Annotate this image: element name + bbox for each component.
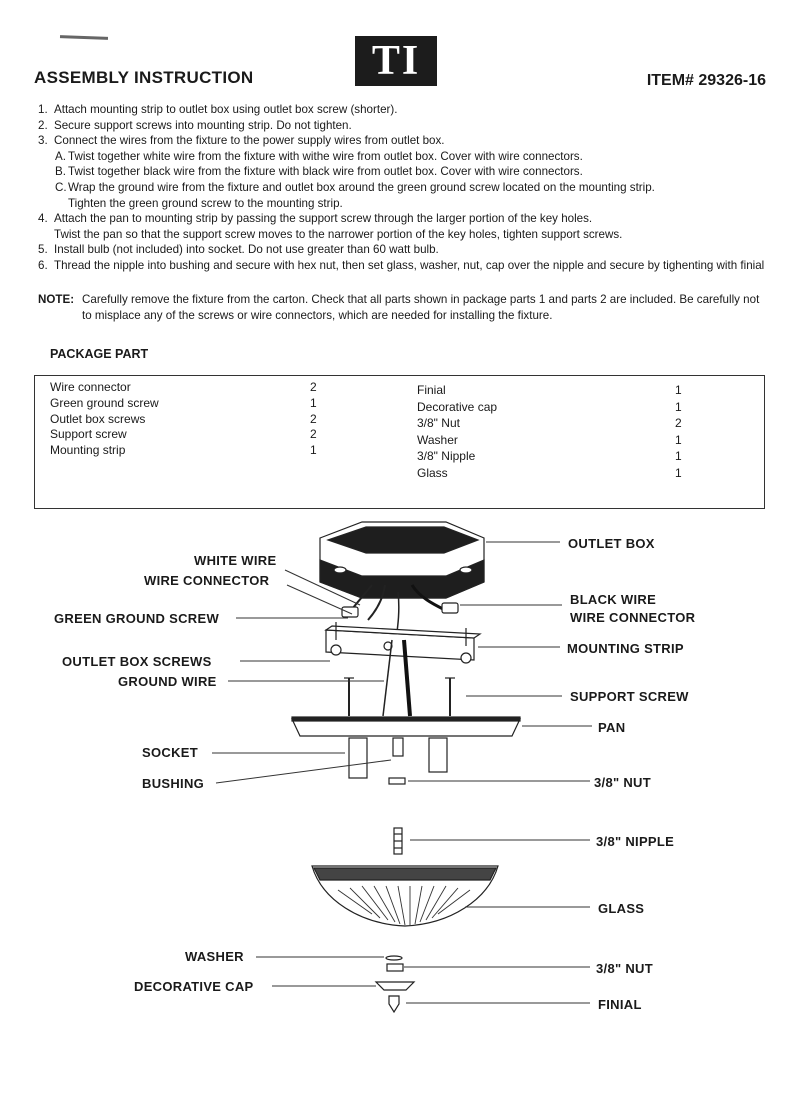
step-number: 2. (38, 118, 48, 132)
step-text: Connect the wires from the fixture to the power supply wires from outlet box. (54, 134, 445, 148)
part-qty: 1 (310, 443, 317, 458)
label-wire-connector-left: WIRE CONNECTOR (144, 573, 270, 588)
step-text: Secure support screws into mounting strip. Do not tighten. (54, 118, 352, 132)
part-name: Mounting strip (50, 443, 126, 458)
substep-letter: B. (55, 165, 66, 179)
substep-letter: A. (55, 149, 66, 163)
label-wire-connector-right: WIRE CONNECTOR (570, 610, 696, 625)
label-socket: SOCKET (142, 745, 198, 760)
part-qty: 1 (310, 395, 317, 410)
part-name: Outlet box screws (50, 411, 146, 426)
step-number: 1. (38, 103, 48, 116)
step-number: 5. (38, 243, 48, 257)
label-decorative-cap: DECORATIVE CAP (134, 979, 254, 994)
label-support-screw: SUPPORT SCREW (570, 689, 689, 704)
brand-logo: TI (355, 36, 437, 86)
label-nut-bottom: 3/8" NUT (596, 961, 653, 976)
part-qty: 1 (675, 399, 682, 414)
label-mounting-strip: MOUNTING STRIP (567, 641, 684, 656)
part-qty: 2 (310, 427, 317, 442)
note-label: NOTE: (38, 293, 75, 306)
step-3c-continued: Tighten the green ground screw to the mounting strip. (68, 196, 343, 210)
label-green-ground-screw: GREEN GROUND SCREW (54, 611, 220, 626)
step-text: Install bulb (not included) into socket. Do not use greater than 60 watt bulb. (54, 243, 439, 257)
step-4-continued: Twist the pan so that the support screw moves to the narrower portion of the key holes, tighten support screws. (54, 227, 623, 241)
step-number: 3. (38, 134, 48, 148)
substep-text: Twist together white wire from the fixture with withe wire from outlet box. Cover with wire connectors. (68, 149, 583, 163)
part-qty: 2 (675, 416, 682, 430)
step-text: Thread the nipple into bushing and secure with hex nut, then set glass, washer, nut, cap over the nipple and secure by tighenting with finial (54, 258, 765, 272)
part-qty: 1 (675, 465, 682, 480)
label-ground-wire: GROUND WIRE (118, 674, 217, 689)
part-qty: 1 (675, 383, 682, 397)
outlet-box-drawing (320, 522, 484, 598)
note-text: Carefully remove the fixture from the carton. Check that all parts shown in package parts 1 and parts 2 are included. Be carefully not to misplace any of the screws or wire connectors, which are needed for installing the fixture. (82, 293, 760, 322)
part-qty: 2 (310, 380, 317, 394)
part-name: Glass (417, 465, 448, 480)
label-finial: FINIAL (598, 997, 642, 1012)
label-nut-top: 3/8" NUT (594, 775, 651, 790)
step-number: 4. (38, 212, 48, 226)
item-number: ITEM# 29326-16 (646, 72, 766, 89)
substep-text: Twist together black wire from the fixture with black wire from outlet box. Cover with wire connectors. (68, 165, 583, 179)
label-nipple: 3/8" NIPPLE (596, 834, 675, 849)
part-name: Green ground screw (50, 395, 159, 410)
part-name: 3/8" Nipple (417, 449, 476, 463)
part-qty: 1 (675, 449, 682, 463)
part-name: Washer (417, 432, 458, 447)
label-bushing: BUSHING (142, 776, 205, 791)
label-outlet-box: OUTLET BOX (568, 536, 655, 551)
substep-text: Wrap the ground wire from the fixture and outlet box around the green ground screw located on the mounting strip. (68, 180, 655, 194)
label-pan: PAN (598, 720, 626, 735)
label-black-wire: BLACK WIRE (570, 592, 657, 607)
page-title: ASSEMBLY INSTRUCTION (34, 68, 254, 87)
step-text: Attach the pan to mounting strip by passing the support screw through the larger portion of the key holes. (54, 212, 593, 226)
part-name: Wire connector (50, 380, 131, 394)
part-name: Support screw (50, 427, 127, 442)
label-white-wire: WHITE WIRE (194, 553, 277, 568)
part-name: Decorative cap (417, 399, 498, 414)
step-number: 6. (38, 258, 48, 272)
label-glass: GLASS (598, 901, 645, 916)
package-heading: PACKAGE PART (50, 347, 149, 361)
substep-letter: C. (55, 180, 67, 194)
part-name: 3/8" Nut (417, 416, 460, 430)
part-qty: 2 (310, 411, 317, 426)
label-washer: WASHER (185, 949, 244, 964)
step-text: Attach mounting strip to outlet box using outlet box screw (shorter). (54, 103, 398, 116)
part-qty: 1 (675, 432, 682, 447)
label-outlet-box-screws: OUTLET BOX SCREWS (62, 654, 212, 669)
part-name: Finial (417, 383, 446, 397)
